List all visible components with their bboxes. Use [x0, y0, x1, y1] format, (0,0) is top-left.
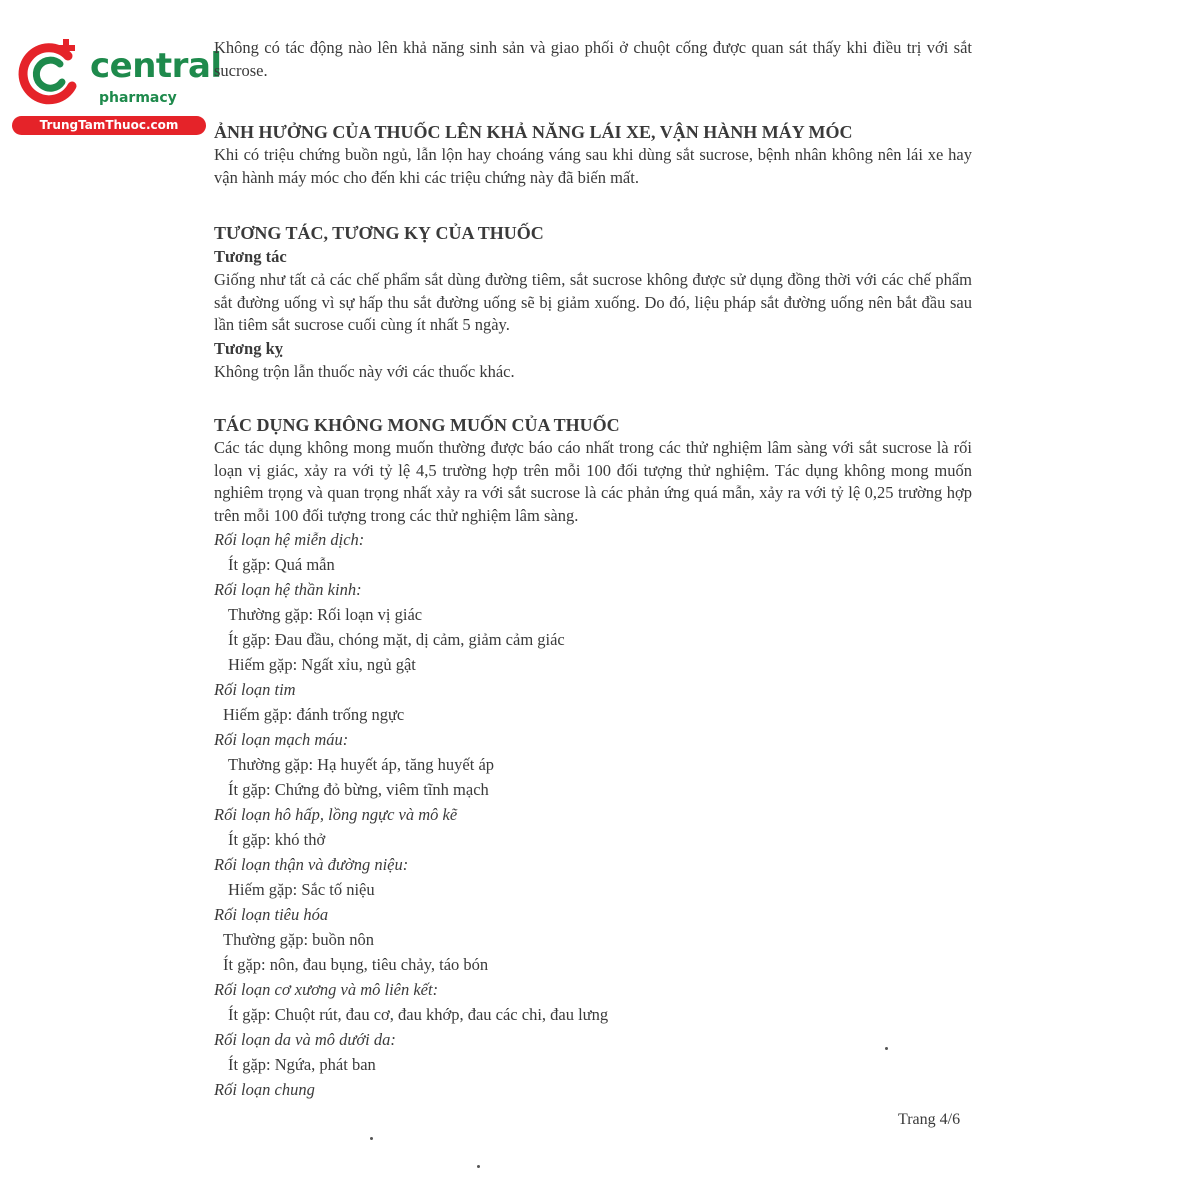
- list-item: Ít gặp: Đau đầu, chóng mặt, dị cảm, giảm cảm giác: [228, 630, 565, 649]
- logo-subtitle: pharmacy: [99, 90, 177, 106]
- section-heading-interactions: TƯƠNG TÁC, TƯƠNG KỴ CỦA THUỐC: [214, 223, 544, 243]
- interaction-paragraph: Giống như tất cả các chế phẩm sắt dùng đường tiêm, sắt sucrose không được sử dụng đồng thời với các chế phẩm sắt đường uống vì sự hấp thu sắt đường uống sẽ bị giảm xuống. Do đó, liệu pháp sắt đường uống nên bắt đầu sau lần tiêm sắt sucrose cuối cùng ít nhất 5 ngày.: [214, 270, 972, 334]
- adverse-effects-list: [214, 527, 972, 1102]
- central-pharmacy-logo: [10, 34, 222, 134]
- list-item: Thường gặp: buồn nôn: [223, 930, 375, 949]
- category-respiratory: Rối loạn hô hấp, lồng ngực và mô kẽ: [214, 805, 458, 824]
- list-item: Ít gặp: Ngứa, phát ban: [228, 1055, 376, 1074]
- list-item: Ít gặp: Chuột rút, đau cơ, đau khớp, đau các chi, đau lưng: [228, 1005, 609, 1024]
- central-pharmacy-logo-icon: [10, 34, 90, 114]
- category-cardiac: Rối loạn tim: [214, 680, 296, 699]
- list-item: Hiếm gặp: Ngất xỉu, ngủ gật: [228, 655, 416, 674]
- list-item: Ít gặp: nôn, đau bụng, tiêu chảy, táo bón: [223, 955, 489, 974]
- list-item: Hiếm gặp: đánh trống ngực: [223, 705, 405, 724]
- category-renal: Rối loạn thận và đường niệu:: [214, 855, 409, 874]
- logo-url-badge: TrungTamThuoc.com: [12, 116, 206, 135]
- driving-paragraph: Khi có triệu chứng buồn ngủ, lẫn lộn hay choáng váng sau khi dùng sắt sucrose, bệnh nhân không nên lái xe hay vận hành máy móc cho đến khi các triệu chứng này đã biến mất.: [214, 145, 972, 187]
- logo-brand-name: central: [90, 46, 222, 86]
- list-item: Ít gặp: Chứng đỏ bừng, viêm tĩnh mạch: [228, 780, 489, 799]
- list-item: Thường gặp: Rối loạn vị giác: [228, 605, 423, 624]
- category-gastrointestinal: Rối loạn tiêu hóa: [214, 905, 329, 924]
- section-heading-driving: ẢNH HƯỞNG CỦA THUỐC LÊN KHẢ NĂNG LÁI XE, VẬN HÀNH MÁY MÓC: [214, 122, 853, 142]
- document-body: [214, 37, 972, 1102]
- category-nervous: Rối loạn hệ thần kinh:: [214, 580, 362, 599]
- page-number: Trang 4/6: [898, 1111, 961, 1128]
- list-item: Ít gặp: Quá mẫn: [228, 555, 335, 574]
- category-immune: Rối loạn hệ miễn dịch:: [214, 530, 365, 549]
- category-skin: Rối loạn da và mô dưới da:: [214, 1030, 396, 1049]
- adverse-paragraph: Các tác dụng không mong muốn thường được báo cáo nhất trong các thử nghiệm lâm sàng với sắt sucrose là rối loạn vị giác, xảy ra với tỷ lệ 4,5 trường hợp trên mỗi 100 đối tượng thử nghiệm. Tác dụng không mong muốn nghiêm trọng và quan trọng nhất xảy ra với sắt sucrose là các phản ứng quá mẫn, xảy ra với tỷ lệ 0,25 trường hợp trên mỗi 100 đối tượng trong các thử nghiệm lâm sàng.: [214, 438, 972, 525]
- category-general: Rối loạn chung: [214, 1080, 315, 1099]
- incompatibility-subheading: Tương kỵ: [214, 338, 284, 358]
- intro-paragraph: Không có tác động nào lên khả năng sinh sản và giao phối ở chuột cống được quan sát thấy khi điều trị với sắt sucrose.: [214, 38, 972, 80]
- scan-speck: [885, 1047, 888, 1050]
- scan-speck: [477, 1165, 480, 1168]
- category-vascular: Rối loạn mạch máu:: [214, 730, 349, 749]
- incompatibility-paragraph: Không trộn lẫn thuốc này với các thuốc khác.: [214, 361, 515, 381]
- list-item: Hiếm gặp: Sắc tố niệu: [228, 880, 375, 899]
- interaction-subheading: Tương tác: [214, 247, 287, 266]
- category-musculoskeletal: Rối loạn cơ xương và mô liên kết:: [214, 980, 439, 999]
- list-item: Thường gặp: Hạ huyết áp, tăng huyết áp: [228, 755, 495, 774]
- section-heading-adverse: TÁC DỤNG KHÔNG MONG MUỐN CỦA THUỐC: [214, 415, 620, 435]
- list-item: Ít gặp: khó thở: [228, 830, 326, 849]
- scan-speck: [370, 1137, 373, 1140]
